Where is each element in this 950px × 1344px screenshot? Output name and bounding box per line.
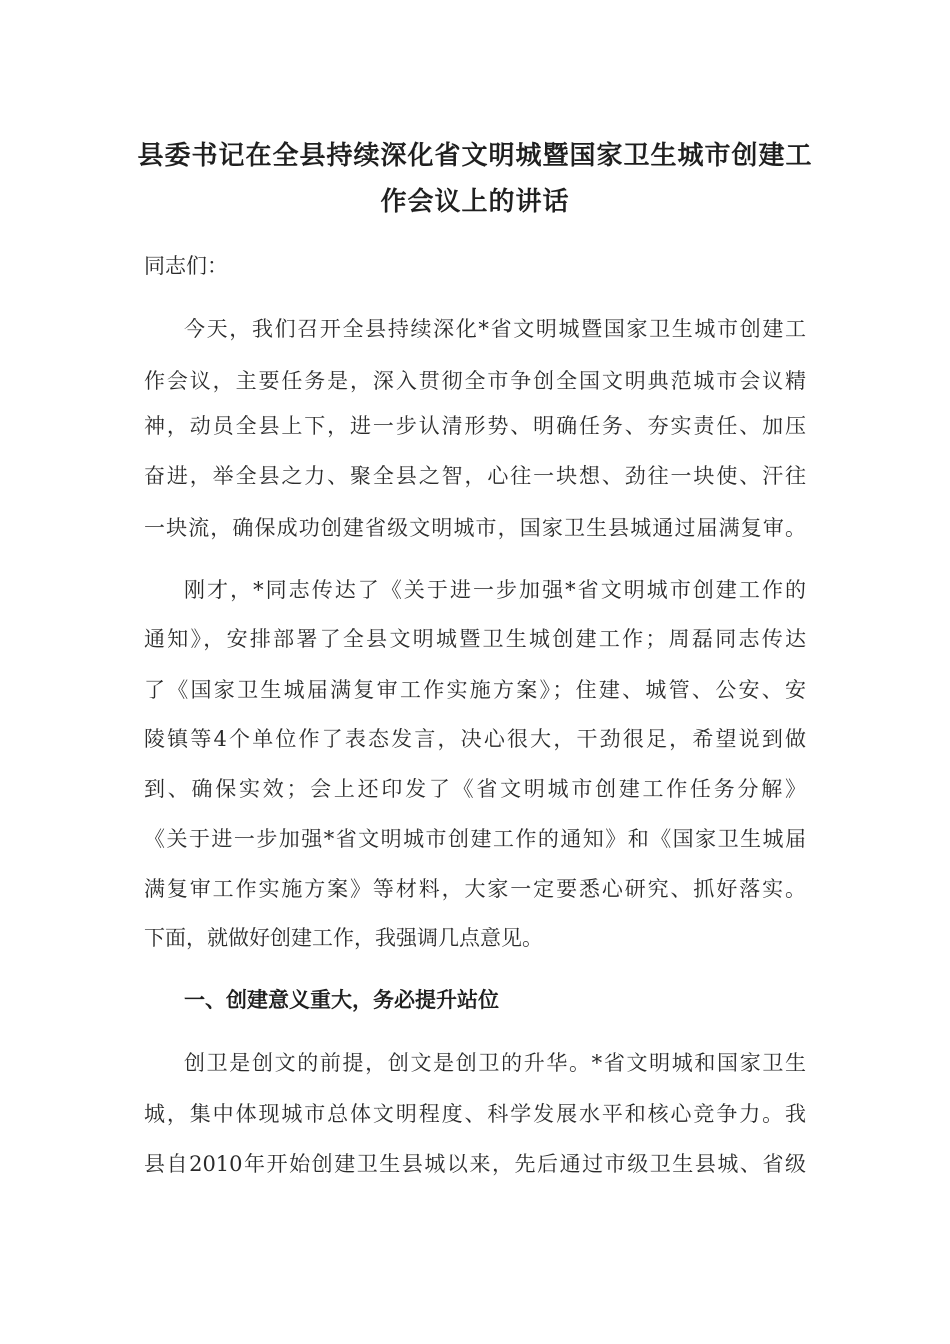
paragraph-2-line: 下面，就做好创建工作，我强调几点意见。 (144, 926, 543, 950)
paragraph-2-line: 到、确保实效；会上还印发了《省文明城市创建工作任务分解》 (144, 777, 806, 801)
paragraph-2-line: 刚才，*同志传达了《关于进一步加强*省文明城市创建工作的 (184, 578, 806, 602)
title-line-1: 县委书记在全县持续深化省文明城暨国家卫生城市创建工 (137, 141, 813, 171)
paragraph-1-line: 奋进，举全县之力、聚全县之智，心往一块想、劲往一块使、汗往 (144, 464, 806, 488)
paragraph-2-line: 《关于进一步加强*省文明城市创建工作的通知》和《国家卫生城届 (144, 827, 806, 851)
paragraph-2-line: 陵镇等4个单位作了表态发言，决心很大，干劲很足，希望说到做 (144, 727, 806, 751)
salutation: 同志们： (144, 254, 228, 278)
paragraph-3-line: 县自2010年开始创建卫生县城以来，先后通过市级卫生县城、省级 (144, 1152, 806, 1176)
paragraph-2-line: 了《国家卫生城届满复审工作实施方案》；住建、城管、公安、安 (144, 678, 806, 702)
paragraph-1-line: 神，动员全县上下，进一步认清形势、明确任务、夯实责任、加压 (144, 414, 806, 438)
paragraph-1-line: 今天，我们召开全县持续深化*省文明城暨国家卫生城市创建工 (184, 317, 806, 341)
paragraph-3-line: 创卫是创文的前提，创文是创卫的升华。*省文明城和国家卫生 (184, 1051, 806, 1075)
section-heading-1: 一、创建意义重大，务必提升站位 (184, 988, 499, 1012)
paragraph-2-line: 通知》，安排部署了全县文明城暨卫生城创建工作；周磊同志传达 (144, 627, 806, 651)
title-line-2: 作会议上的讲话 (380, 187, 570, 217)
paragraph-3-line: 城，集中体现城市总体文明程度、科学发展水平和核心竞争力。我 (144, 1102, 806, 1126)
paragraph-1-line: 一块流，确保成功创建省级文明城市，国家卫生县城通过届满复审。 (144, 516, 806, 540)
paragraph-2-line: 满复审工作实施方案》等材料，大家一定要悉心研究、抓好落实。 (144, 877, 806, 901)
paragraph-1-line: 作会议，主要任务是，深入贯彻全市争创全国文明典范城市会议精 (144, 369, 806, 393)
